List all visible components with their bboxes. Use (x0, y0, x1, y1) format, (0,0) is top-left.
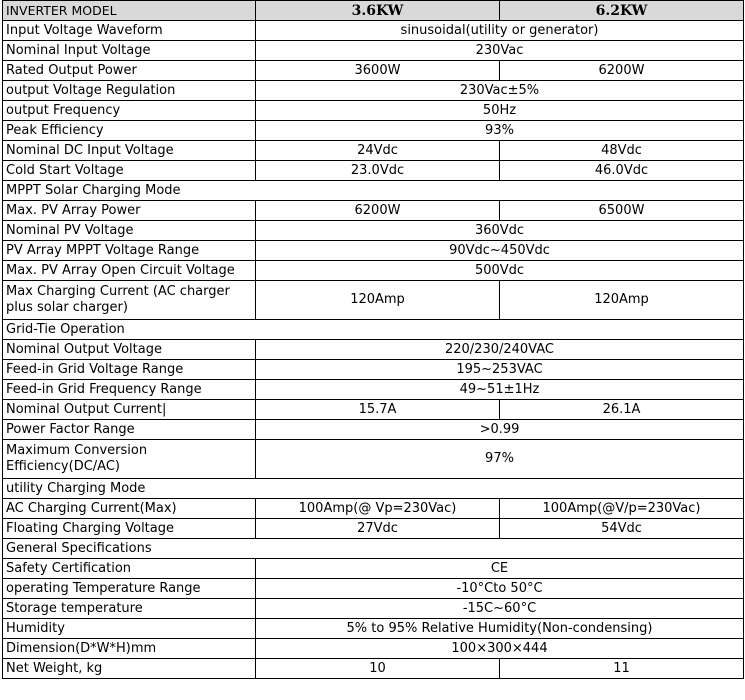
spec-row (3, 420, 744, 440)
section-title: MPPT Solar Charging Mode (3, 181, 744, 201)
section-row (3, 539, 744, 559)
spec-row (3, 400, 744, 420)
spec-row (3, 261, 744, 281)
spec-label: Peak Efficiency (3, 121, 256, 141)
spec-value-3-6kw: 27Vdc (256, 519, 500, 539)
spec-row (3, 579, 744, 599)
spec-value-6-2kw: 6200W (500, 61, 744, 81)
spec-value-6-2kw: 100Amp(@V/p=230Vac) (500, 499, 744, 519)
spec-label: Nominal Output Current| (3, 400, 256, 420)
spec-value-shared: 100×300×444 (256, 639, 744, 659)
model-a-header: 3.6KW (256, 1, 500, 21)
spec-label: Storage temperature (3, 599, 256, 619)
spec-value-shared: >0.99 (256, 420, 744, 440)
spec-value-shared: -15C~60°C (256, 599, 744, 619)
spec-value-shared: 93% (256, 121, 744, 141)
spec-row (3, 201, 744, 221)
spec-row (3, 41, 744, 61)
spec-value-shared: 49~51±1Hz (256, 380, 744, 400)
spec-row (3, 499, 744, 519)
section-title: utility Charging Mode (3, 479, 744, 499)
spec-label: Nominal DC Input Voltage (3, 141, 256, 161)
spec-label: Rated Output Power (3, 61, 256, 81)
spec-row (3, 161, 744, 181)
spec-label: Safety Certification (3, 559, 256, 579)
spec-value-shared: 360Vdc (256, 221, 744, 241)
spec-row (3, 639, 744, 659)
spec-value-6-2kw: 120Amp (500, 281, 744, 320)
spec-value-shared: 90Vdc~450Vdc (256, 241, 744, 261)
spec-value-3-6kw: 100Amp(@ Vp=230Vac) (256, 499, 500, 519)
spec-value-3-6kw: 24Vdc (256, 141, 500, 161)
section-row (3, 479, 744, 499)
spec-label: Cold Start Voltage (3, 161, 256, 181)
model-b-header: 6.2KW (500, 1, 744, 21)
spec-value-shared: 50Hz (256, 101, 744, 121)
spec-value-6-2kw: 26.1A (500, 400, 744, 420)
spec-label: Max Charging Current (AC charger plus solar charger) (3, 281, 256, 320)
spec-label: Input Voltage Waveform (3, 21, 256, 41)
spec-label: AC Charging Current(Max) (3, 499, 256, 519)
spec-value-shared: 5% to 95% Relative Humidity(Non-condensing) (256, 619, 744, 639)
spec-value-shared: 195~253VAC (256, 360, 744, 380)
spec-label: Humidity (3, 619, 256, 639)
spec-label: Net Weight, kg (3, 659, 256, 679)
spec-value-3-6kw: 120Amp (256, 281, 500, 320)
spec-row (3, 519, 744, 539)
section-row (3, 181, 744, 201)
spec-label: Max. PV Array Open Circuit Voltage (3, 261, 256, 281)
spec-row (3, 101, 744, 121)
spec-value-3-6kw: 10 (256, 659, 500, 679)
spec-row (3, 599, 744, 619)
spec-label: Nominal Output Voltage (3, 340, 256, 360)
spec-label: Feed-in Grid Frequency Range (3, 380, 256, 400)
spec-label: Maximum Conversion Efficiency(DC/AC) (3, 440, 256, 479)
spec-value-6-2kw: 6500W (500, 201, 744, 221)
spec-value-shared: -10°Cto 50°C (256, 579, 744, 599)
spec-row (3, 360, 744, 380)
section-title: General Specifications (3, 539, 744, 559)
spec-value-shared: 500Vdc (256, 261, 744, 281)
spec-value-6-2kw: 46.0Vdc (500, 161, 744, 181)
spec-label: Max. PV Array Power (3, 201, 256, 221)
spec-label: Power Factor Range (3, 420, 256, 440)
spec-row (3, 141, 744, 161)
spec-row (3, 221, 744, 241)
spec-label: Feed-in Grid Voltage Range (3, 360, 256, 380)
header-row (3, 1, 744, 21)
spec-row (3, 281, 744, 320)
spec-label: operating Temperature Range (3, 579, 256, 599)
section-row (3, 320, 744, 340)
spec-row (3, 659, 744, 679)
spec-value-shared: 230Vac±5% (256, 81, 744, 101)
spec-row (3, 21, 744, 41)
spec-value-3-6kw: 3600W (256, 61, 500, 81)
spec-row (3, 619, 744, 639)
spec-value-3-6kw: 15.7A (256, 400, 500, 420)
spec-row (3, 559, 744, 579)
header-label: INVERTER MODEL (3, 1, 256, 21)
spec-value-6-2kw: 48Vdc (500, 141, 744, 161)
spec-value-shared: 220/230/240VAC (256, 340, 744, 360)
spec-value-shared: 97% (256, 440, 744, 479)
spec-row (3, 380, 744, 400)
spec-label: output Frequency (3, 101, 256, 121)
spec-value-6-2kw: 54Vdc (500, 519, 744, 539)
spec-label: Nominal Input Voltage (3, 41, 256, 61)
spec-label: Nominal PV Voltage (3, 221, 256, 241)
spec-row (3, 61, 744, 81)
spec-row (3, 121, 744, 141)
spec-value-3-6kw: 23.0Vdc (256, 161, 500, 181)
spec-label: PV Array MPPT Voltage Range (3, 241, 256, 261)
spec-row (3, 340, 744, 360)
section-title: Grid-Tie Operation (3, 320, 744, 340)
spec-label: output Voltage Regulation (3, 81, 256, 101)
spec-table-body (3, 1, 744, 679)
spec-value-shared: sinusoidal(utility or generator) (256, 21, 744, 41)
spec-table (2, 0, 744, 679)
spec-row (3, 440, 744, 479)
spec-value-shared: 230Vac (256, 41, 744, 61)
spec-label: Dimension(D*W*H)mm (3, 639, 256, 659)
spec-label: Floating Charging Voltage (3, 519, 256, 539)
spec-value-3-6kw: 6200W (256, 201, 500, 221)
spec-row (3, 241, 744, 261)
spec-value-shared: CE (256, 559, 744, 579)
spec-row (3, 81, 744, 101)
spec-value-6-2kw: 11 (500, 659, 744, 679)
